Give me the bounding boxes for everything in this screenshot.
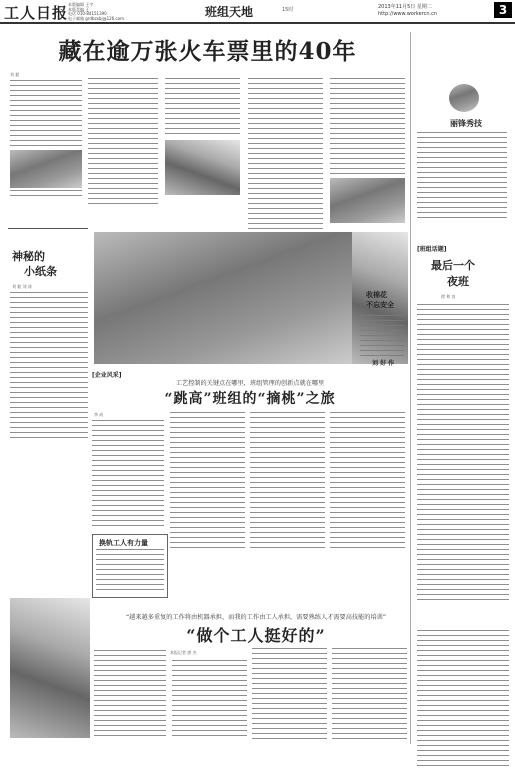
feature-title: “做个工人挺好的” — [186, 626, 326, 645]
feature-subtitle: “越来越多重复的工作将由机器承担，而我的工作由工人承担，需要熟练人才需要高技能的培训” — [125, 614, 387, 621]
article-text-col — [165, 78, 240, 138]
sidebar-text — [417, 132, 507, 222]
text-box — [92, 534, 168, 598]
editor-meta: 本版编辑 王宇 本版美编 王 电话 010-84151390 电子邮箱 grdbzxbj@126.com — [68, 2, 125, 21]
main-headline: 藏在逾万张火车票里的40年 — [58, 38, 357, 65]
photo-signature: 刘 好 作 — [372, 360, 395, 367]
sidebar-column-title: 丽锋秀技 — [450, 119, 482, 128]
article-text-col — [330, 78, 405, 178]
article-text-col — [88, 78, 158, 208]
article-text-col — [252, 648, 327, 740]
ticket-photo — [165, 140, 240, 195]
section-tag: [企业风采] — [92, 372, 122, 379]
portrait-photo — [449, 84, 479, 112]
sidebar-tag: [班组话题] — [417, 246, 447, 253]
site-url: http://www.workercn.cn — [378, 11, 438, 17]
article-author: 刘 毅 — [10, 72, 20, 77]
article-text-col — [330, 412, 405, 552]
feature-text — [10, 292, 88, 442]
feature-author: 李 成 — [94, 412, 104, 417]
article-text-col — [170, 412, 245, 552]
feature-author: 刘 毅 刘 涛 — [12, 284, 32, 289]
article-text-col — [92, 420, 164, 530]
sidebar-author: 徐 和 良 — [441, 294, 456, 299]
worker-photo — [94, 232, 352, 364]
sidebar-text — [417, 630, 509, 770]
divider — [8, 228, 88, 229]
sidebar-title: 夜班 — [447, 275, 469, 288]
photo-caption: 收棉花 不忘安全 — [366, 291, 394, 309]
page-header — [0, 0, 515, 24]
article-text-col — [94, 650, 166, 740]
article-text-col — [248, 78, 323, 253]
section-title: 班组天地 — [205, 5, 254, 19]
issue-date: 2013年11月5日 星期二 — [378, 4, 432, 10]
box-title: 换轨工人有力量 — [99, 539, 148, 547]
ticket-photo — [10, 150, 82, 188]
article-text-col — [332, 648, 407, 740]
feature-title: “跳高”班组的“摘桃”之旅 — [164, 391, 336, 407]
caption-text — [360, 315, 404, 357]
sidebar-title: 最后一个 — [431, 259, 475, 272]
box-text — [96, 549, 164, 593]
railway-photo — [10, 598, 90, 738]
section-sub: 15时 — [282, 7, 294, 13]
feature-title: 小纸条 — [24, 265, 57, 278]
article-text-col — [172, 660, 247, 740]
feature-title: 神秘的 — [12, 250, 45, 263]
ticket-photo — [330, 178, 405, 223]
page-number: 3 — [494, 2, 512, 18]
article-text-col — [250, 412, 325, 552]
feature-subtitle: 工艺控制的关键点在哪里，班组管理的创新点就在哪里 — [175, 380, 325, 387]
newspaper-logo: 工人日报 — [4, 4, 69, 22]
sidebar-text — [417, 304, 509, 604]
sidebar — [410, 32, 511, 744]
feature-author: 本报记者 唐 杰 — [170, 650, 197, 655]
